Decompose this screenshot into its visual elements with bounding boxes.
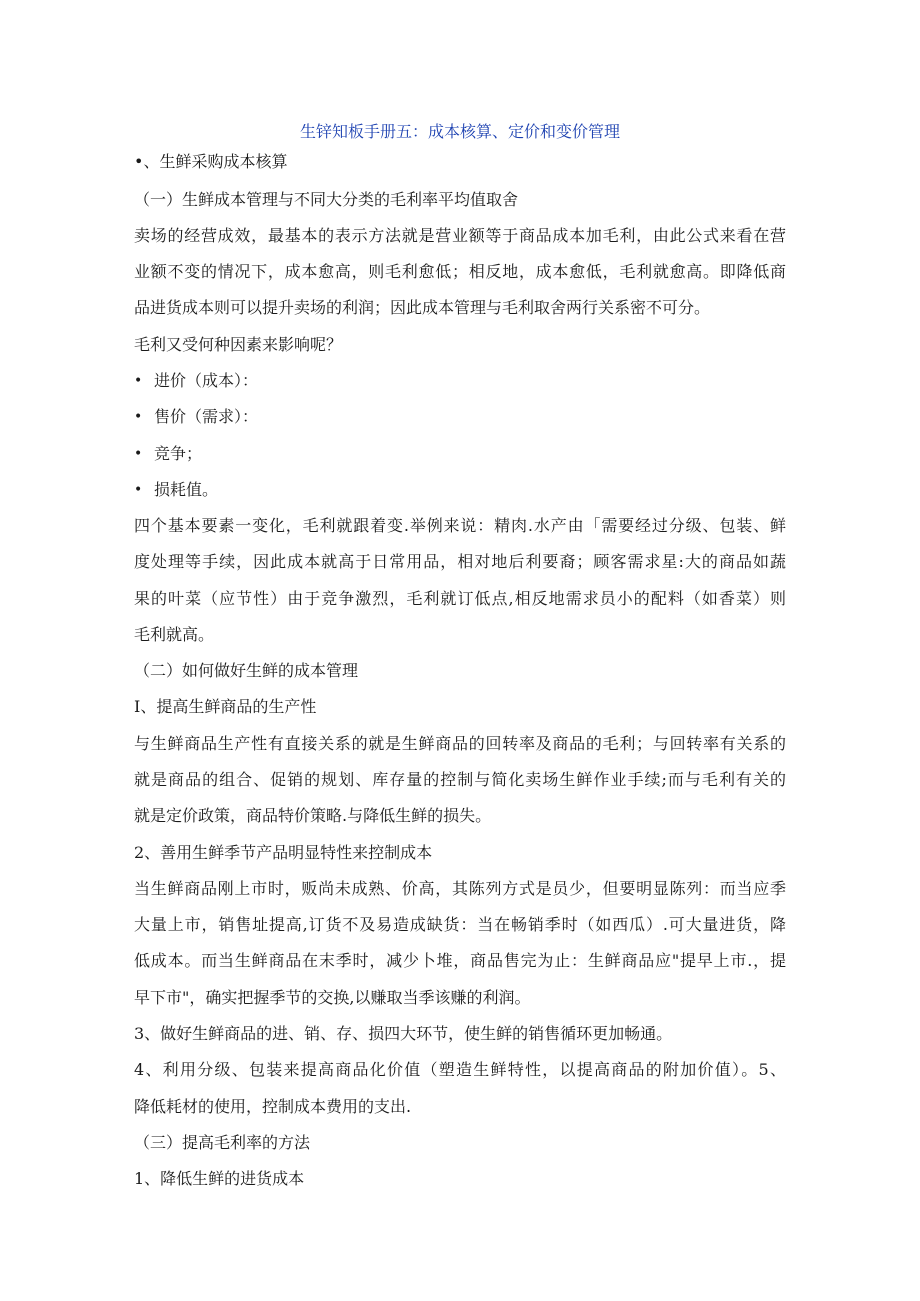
bullet-icon: • bbox=[134, 446, 143, 462]
item-heading-2: 2、善用生鲜季节产品明显特性来控制成本 bbox=[134, 843, 433, 862]
bullet-icon: • bbox=[134, 409, 143, 425]
section-heading-1: •、生鲜采购成本核算 bbox=[134, 152, 288, 171]
subsection-heading-3: （三）提高毛利率的方法 bbox=[134, 1133, 311, 1152]
paragraph-5-line-2: 降低耗材的使用，控制成本费用的支出. bbox=[134, 1097, 412, 1116]
bullet-item-4: 损耗值。 bbox=[154, 480, 219, 499]
paragraph-2-line-3: 果的叶菜（应节性）由于竞争激烈，毛利就订低点,相反地需求员小的配料（如香菜）则 bbox=[134, 589, 786, 608]
bullet-icon: • bbox=[134, 482, 143, 498]
paragraph-4-line-2: 大量上市，销售址提高,订货不及易造成缺货：当在畅销季时（如西瓜）.可大量进货，降 bbox=[134, 915, 786, 934]
paragraph-4-line-3: 低成本。而当生鲜商品在末季时，减少卜堆，商品售完为止：生鲜商品应"提早上市.，提 bbox=[134, 951, 786, 970]
document-title: 生锌知板手册五：成本核算、定价和变价管理 bbox=[299, 122, 620, 141]
paragraph-4-line-4: 早下市"，确实把握季节的交换,以赚取当季该赚的利润。 bbox=[134, 988, 531, 1007]
item-heading-3: 3、做好生鲜商品的进、销、存、损四大环节，使生鲜的销售循环更加畅通。 bbox=[134, 1024, 673, 1043]
paragraph-3-line-2: 就是商品的组合、促销的规划、库存量的控制与简化卖场生鲜作业手续;而与毛利有关的 bbox=[134, 770, 786, 789]
question-line: 毛利又受何种因素来影响呢？ bbox=[134, 335, 343, 354]
paragraph-5-line-1: 4、利用分级、包装来提高商品化价值（塑造生鲜特性，以提高商品的附加价值）。5、 bbox=[134, 1060, 786, 1079]
bullet-item-2: 售价（需求）： bbox=[154, 407, 259, 426]
bullet-item-1: 进价（成本）： bbox=[154, 371, 259, 390]
paragraph-1-line-3: 品进货成本则可以提升卖场的利润；因此成本管理与毛利取舍两行关系密不可分。 bbox=[134, 298, 711, 317]
paragraph-2-line-1: 四个基本要素一变化，毛利就跟着变.举例来说：精肉.水产由「需要经过分级、包装、鲜 bbox=[134, 516, 786, 535]
item-heading-1: I、提高生鲜商品的生产性 bbox=[134, 697, 317, 716]
item-heading-4: 1、降低生鲜的进货成本 bbox=[134, 1169, 305, 1188]
bullet-icon: • bbox=[134, 373, 143, 389]
paragraph-4-line-1: 当生鲜商品刚上市时，贩尚未成熟、价高，其陈列方式是员少，但要明显陈列：而当应季 bbox=[134, 879, 786, 898]
paragraph-2-line-2: 度处理等手续，因此成本就高于日常用品，相对地后利要裔；顾客需求星:大的商品如蔬 bbox=[134, 552, 786, 571]
paragraph-3-line-1: 与生鲜商品生产性有直接关系的就是生鲜商品的回转率及商品的毛利；与回转率有关系的 bbox=[134, 734, 786, 753]
bullet-item-3: 竞争； bbox=[154, 444, 203, 463]
paragraph-1-line-2: 业额不变的情况下，成本愈高，则毛利愈低；相反地，成本愈低，毛利就愈高。即降低商 bbox=[134, 262, 786, 281]
paragraph-3-line-3: 就是定价政策，商品特价策略.与降低生鲜的损失。 bbox=[134, 806, 492, 825]
paragraph-2-line-4: 毛利就高。 bbox=[134, 625, 215, 644]
subsection-heading-2: （二）如何做好生鲜的成本管理 bbox=[134, 661, 359, 680]
subsection-heading-1: （一）生鲜成本管理与不同大分类的毛利率平均值取舍 bbox=[134, 190, 519, 209]
paragraph-1-line-1: 卖场的经营成效，最基本的表示方法就是营业额等于商品成本加毛利，由此公式来看在营 bbox=[134, 226, 786, 245]
